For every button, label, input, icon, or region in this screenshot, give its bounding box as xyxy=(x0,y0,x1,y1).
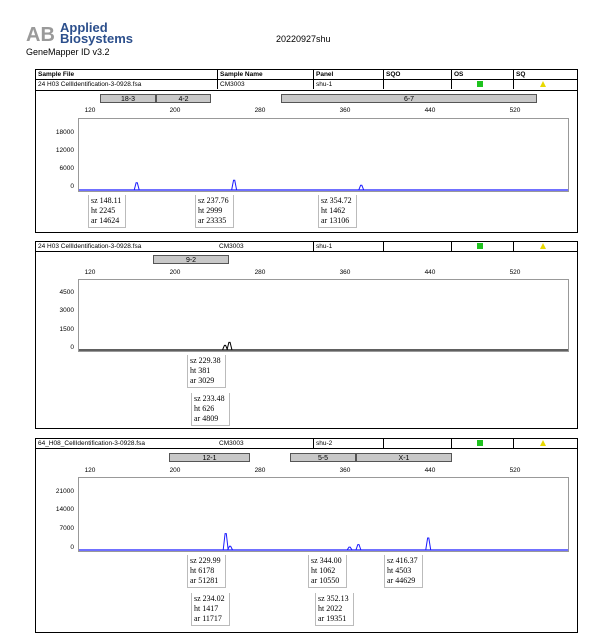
x-tick-label: 360 xyxy=(339,107,351,114)
x-tick-label: 120 xyxy=(84,467,96,474)
peak-height: ht 1062 xyxy=(311,566,336,575)
x-tick-label: 120 xyxy=(84,107,96,114)
os-quality-green-icon xyxy=(477,243,483,249)
brand-name xyxy=(60,22,133,44)
row-sqo xyxy=(383,242,386,251)
x-tick-label: 360 xyxy=(339,467,351,474)
panel-sample-row[interactable] xyxy=(36,242,577,252)
peak-label xyxy=(187,555,226,588)
applied-biosystems-logo-icon xyxy=(26,23,58,45)
sq-quality-warning-icon xyxy=(540,243,546,249)
y-tick-label: 7000 xyxy=(59,525,74,532)
y-tick-label: 0 xyxy=(70,544,74,551)
peak-area: ar 13106 xyxy=(321,216,350,225)
trace-peak[interactable] xyxy=(223,534,228,550)
x-tick-label: 440 xyxy=(424,269,436,276)
row-sqo xyxy=(383,80,386,89)
row-os xyxy=(451,242,454,251)
peak-label xyxy=(315,593,354,626)
peak-size: sz 344.00 xyxy=(311,556,342,565)
trace-peak[interactable] xyxy=(426,538,431,550)
row-sq xyxy=(513,242,516,251)
bin-label[interactable]: 5-5 xyxy=(290,453,356,462)
col-sample-name: Sample Name xyxy=(217,70,263,79)
y-tick-label: 1500 xyxy=(59,326,74,333)
peak-area: ar 23335 xyxy=(198,216,227,225)
x-tick-label: 200 xyxy=(169,467,181,474)
x-tick-label: 200 xyxy=(169,107,181,114)
peak-label xyxy=(318,195,357,228)
x-tick-label: 280 xyxy=(254,269,266,276)
peak-area: ar 51281 xyxy=(190,576,219,585)
peak-label xyxy=(88,195,126,228)
row-os xyxy=(451,439,454,448)
sq-quality-warning-icon xyxy=(540,440,546,446)
x-tick-label: 280 xyxy=(254,467,266,474)
peak-height: ht 6178 xyxy=(190,566,215,575)
peak-size: sz 229.38 xyxy=(190,356,221,365)
trace-plot[interactable] xyxy=(78,279,569,352)
svg-text:AB: AB xyxy=(26,24,55,45)
electropherogram-panel-3 xyxy=(35,438,578,633)
peak-area: ar 3029 xyxy=(190,376,215,385)
peak-height: ht 2999 xyxy=(198,206,223,215)
bin-label[interactable]: 4-2 xyxy=(156,94,211,103)
peak-label xyxy=(384,555,423,588)
os-quality-green-icon xyxy=(477,440,483,446)
trace-plot[interactable] xyxy=(78,118,569,192)
col-sqo: SQO xyxy=(383,70,400,79)
peak-size: sz 352.13 xyxy=(318,594,349,603)
y-tick-label: 21000 xyxy=(55,488,74,495)
x-tick-label: 360 xyxy=(339,269,351,276)
row-panel: shu-1 xyxy=(313,242,332,251)
bin-label[interactable]: 9-2 xyxy=(153,255,229,264)
peak-height: ht 626 xyxy=(194,404,215,413)
col-sq: SQ xyxy=(513,70,525,79)
col-os: OS xyxy=(451,70,463,79)
row-sq xyxy=(513,439,516,448)
x-tick-label: 520 xyxy=(509,107,521,114)
peak-area: ar 44629 xyxy=(387,576,416,585)
row-sample-file: 24 H03 CellIdentification-3-0928.fsa xyxy=(38,243,142,250)
peak-height: ht 1462 xyxy=(321,206,346,215)
peak-size: sz 148.11 xyxy=(91,196,122,205)
peak-label xyxy=(308,555,347,588)
y-tick-label: 4500 xyxy=(59,289,74,296)
electropherogram-panel-1 xyxy=(35,89,578,233)
y-tick-label: 6000 xyxy=(59,165,74,172)
panel-sample-row[interactable] xyxy=(36,439,577,449)
y-tick-label: 0 xyxy=(70,183,74,190)
peak-label xyxy=(191,393,230,426)
y-tick-label: 18000 xyxy=(55,129,74,136)
row-os xyxy=(451,80,454,89)
peak-height: ht 2245 xyxy=(91,206,116,215)
peak-size: sz 237.76 xyxy=(198,196,229,205)
col-sample-file: Sample File xyxy=(38,71,75,78)
bin-label[interactable]: 12-1 xyxy=(169,453,250,462)
x-tick-label: 280 xyxy=(254,107,266,114)
trace-peak[interactable] xyxy=(359,185,364,190)
peak-size: sz 416.37 xyxy=(387,556,418,565)
peak-height: ht 2022 xyxy=(318,604,343,613)
row-panel: shu-2 xyxy=(313,439,332,448)
column-header-row xyxy=(36,70,577,80)
y-tick-label: 12000 xyxy=(55,147,74,154)
x-tick-label: 440 xyxy=(424,467,436,474)
trace-peak[interactable] xyxy=(232,180,237,190)
row-sqo xyxy=(383,439,386,448)
sample-row[interactable] xyxy=(36,80,577,89)
x-tick-label: 520 xyxy=(509,467,521,474)
x-tick-label: 520 xyxy=(509,269,521,276)
software-version: GeneMapper ID v3.2 xyxy=(26,47,110,57)
row-panel: shu-1 xyxy=(313,80,332,89)
peak-size: sz 233.48 xyxy=(194,394,225,403)
brand-line-2: Biosystems xyxy=(60,31,133,46)
trace-plot[interactable] xyxy=(78,477,569,552)
peak-height: ht 381 xyxy=(190,366,211,375)
bin-label[interactable]: 6-7 xyxy=(281,94,537,103)
sq-quality-warning-icon xyxy=(540,81,546,87)
row-sample-name: CM3003 xyxy=(217,80,245,89)
row-sample-name: CM3003 xyxy=(219,440,244,447)
peak-area: ar 11717 xyxy=(194,614,222,623)
peak-height: ht 1417 xyxy=(194,604,219,613)
row-sample-file: 64_H08_CellIdentification-3-0928.fsa xyxy=(38,440,145,447)
peak-area: ar 10550 xyxy=(311,576,340,585)
y-tick-label: 3000 xyxy=(59,307,74,314)
sample-table-header xyxy=(35,69,578,91)
peak-height: ht 4503 xyxy=(387,566,412,575)
trace-peak[interactable] xyxy=(356,545,361,550)
x-tick-label: 200 xyxy=(169,269,181,276)
row-sample-name: CM3003 xyxy=(219,243,244,250)
document-title: 20220927shu xyxy=(276,34,331,44)
x-tick-label: 440 xyxy=(424,107,436,114)
brand-line-1: Applied xyxy=(60,20,108,35)
y-tick-label: 14000 xyxy=(55,506,74,513)
bin-label[interactable]: 18-3 xyxy=(100,94,156,103)
row-sample-file: 24 H03 CellIdentification-3-0928.fsa xyxy=(38,81,142,88)
peak-label xyxy=(195,195,234,228)
os-quality-green-icon xyxy=(477,81,483,87)
peak-area: ar 14624 xyxy=(91,216,120,225)
trace-peak[interactable] xyxy=(227,342,232,350)
peak-label xyxy=(191,593,230,626)
peak-size: sz 354.72 xyxy=(321,196,352,205)
peak-area: ar 4809 xyxy=(194,414,219,423)
peak-size: sz 229.99 xyxy=(190,556,221,565)
x-tick-label: 120 xyxy=(84,269,96,276)
col-panel: Panel xyxy=(313,70,333,79)
row-sq xyxy=(513,80,516,89)
trace-peak[interactable] xyxy=(134,183,139,190)
electropherogram-panel-2 xyxy=(35,241,578,429)
peak-size: sz 234.02 xyxy=(194,594,225,603)
y-tick-label: 0 xyxy=(70,344,74,351)
peak-label xyxy=(187,355,226,388)
peak-area: ar 19351 xyxy=(318,614,347,623)
bin-label[interactable]: X-1 xyxy=(356,453,452,462)
